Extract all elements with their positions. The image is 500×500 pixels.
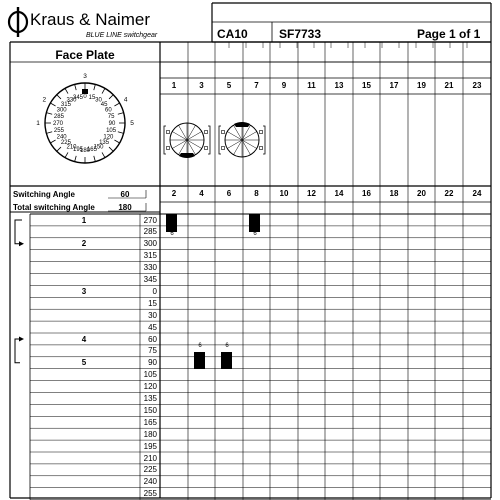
angle-label: 300 [143,239,157,249]
angle-label: 135 [143,394,157,403]
dial-angle-label: 285 [53,114,64,121]
dial-angle-label: 165 [86,147,97,154]
dial-angle-label: 180 [79,148,91,154]
position-label: 2 [81,239,87,249]
dial-angle-label: 300 [56,107,67,114]
terminal-number-bottom: 6 [226,189,232,198]
terminal-number-top: 19 [417,81,426,90]
dial-position-number: 4 [123,96,128,104]
angle-label: 315 [143,251,157,261]
terminal-number-bottom: 16 [362,189,371,198]
terminal-number-bottom: 24 [472,189,482,198]
contact-note: 6 [225,342,229,349]
terminal-number-top: 15 [362,81,371,90]
contact-note: 6 [253,231,257,238]
dial-angle-label: 0 [83,94,87,100]
total-switching-angle-value: 180 [118,203,132,212]
angle-label: 75 [148,346,157,356]
terminal-number-top: 23 [472,81,482,90]
dial-angle-label: 270 [52,121,64,127]
dial-angle-label: 15 [88,94,96,101]
angle-label: 270 [143,215,157,225]
contact-closed-block [249,214,260,232]
program-code: SF7733 [279,27,322,41]
angle-label: 285 [143,227,157,237]
dial-angle-label: 120 [103,134,114,141]
terminal-number-bottom: 4 [199,189,204,198]
angle-label: 120 [143,382,157,392]
terminal-number-top: 1 [171,81,177,90]
terminal-number-bottom: 14 [334,189,344,198]
face-plate-title: Face Plate [55,48,115,62]
brand-name: Kraus & Naimer [30,10,150,29]
brand-tagline: BLUE LINE switchgear [86,32,158,39]
dial-position-number: 3 [83,73,87,80]
terminal-number-top: 21 [444,81,454,90]
dial-position-number: 5 [130,120,134,127]
switching-angle-label: Switching Angle [13,190,75,199]
terminal-number-bottom: 10 [279,189,289,198]
dial-angle-label: 90 [108,121,116,127]
terminal-number-top: 11 [307,81,316,90]
terminal-number-bottom: 8 [254,189,259,198]
terminal-number-top: 5 [226,81,232,90]
terminal-number-bottom: 2 [171,189,177,198]
angle-label: 105 [143,370,157,380]
terminal-number-top: 3 [199,81,204,90]
position-label: 5 [81,358,87,368]
terminal-number-bottom: 20 [417,189,426,198]
contact-closed-block [166,214,177,232]
dial-angle-label: 135 [99,140,110,147]
dial-angle-label: 60 [105,107,112,114]
position-label: 1 [81,215,87,225]
terminal-number-top: 9 [281,81,287,90]
dial-position-number: 2 [42,96,47,104]
model-number: CA10 [217,27,248,41]
dial-angle-label: 105 [106,127,117,134]
dial-angle-label: 240 [56,134,67,141]
angle-label: 60 [148,334,157,344]
contact-closed-block [221,352,232,369]
angle-label: 90 [148,358,157,368]
angle-label: 15 [148,298,157,308]
angle-label: 30 [148,310,157,320]
dial-position-number: 1 [36,120,40,127]
position-label: 3 [81,286,87,296]
contact-note: 6 [170,231,174,238]
terminal-number-bottom: 18 [389,189,399,198]
dial-angle-label: 315 [60,101,71,108]
angle-label: 345 [143,275,157,284]
contact-note: 6 [198,342,202,349]
dial-angle-label: 255 [53,127,64,134]
terminal-number-bottom: 12 [307,189,316,198]
angle-label: 195 [143,441,157,451]
dial-angle-label: 225 [60,140,71,147]
dial-angle-label: 210 [66,144,77,151]
angle-label: 165 [143,417,157,427]
angle-label: 45 [148,322,157,332]
page-indicator: Page 1 of 1 [417,27,481,41]
contact-closed-block [194,352,205,369]
angle-label: 330 [143,263,157,273]
angle-label: 255 [143,489,157,499]
dial-angle-label: 345 [73,94,84,101]
dial-angle-label: 30 [95,97,102,104]
terminal-number-top: 13 [334,81,344,90]
angle-label: 225 [143,465,157,475]
position-label: 4 [81,334,87,344]
dial-angle-label: 150 [93,144,104,151]
angle-label: 0 [152,286,157,296]
angle-label: 150 [143,405,157,415]
dial-angle-label: 195 [73,147,84,154]
dial-angle-label: 45 [100,101,108,108]
terminal-number-bottom: 22 [444,189,454,198]
total-switching-angle-label: Total switching Angle [13,203,95,212]
dial-angle-label: 330 [66,97,77,104]
terminal-number-top: 7 [254,81,259,90]
angle-label: 240 [143,477,157,487]
terminal-number-top: 17 [389,81,399,90]
angle-label: 180 [143,429,157,439]
switching-angle-value: 60 [120,190,130,199]
angle-label: 210 [143,453,157,463]
dial-angle-label: 75 [107,114,115,121]
